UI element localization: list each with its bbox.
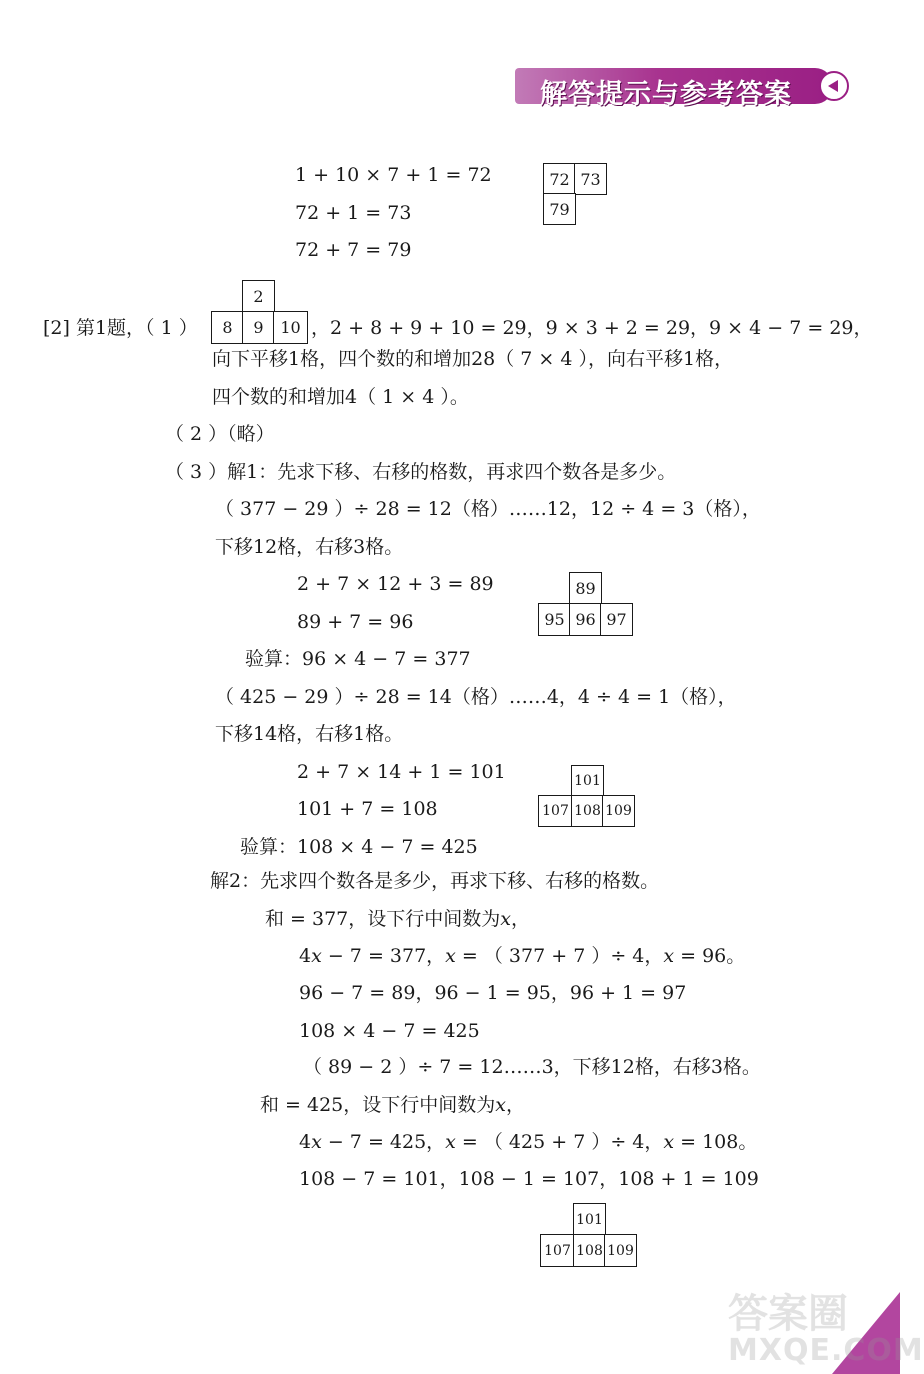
equation: 72 + 1 = 73 [295,202,412,224]
grid-cell: 108 [573,1234,606,1267]
equation: 96 − 7 = 89，96 − 1 = 95，96 + 1 = 97 [299,982,687,1004]
equation: ，2 + 8 + 9 + 10 = 29，9 × 3 + 2 = 29，9 × 4 − 7 = 29， [311,317,873,339]
equation: （ 89 − 2 ）÷ 7 = 12……3，下移12格，右移3格。 [303,1056,761,1078]
grid-cell: 8 [211,311,244,344]
equation: （ 425 − 29 ）÷ 28 = 14（格）……4，4 ÷ 4 = 1（格）， [215,686,737,708]
grid-cell: 107 [540,1234,575,1267]
grid-cell: 97 [600,603,633,636]
equation: 108 × 4 − 7 = 425 [299,1020,480,1042]
grid-cell: 9 [242,311,275,344]
equation: 4x − 7 = 377，x = （ 377 + 7 ）÷ 4，x = 96。 [299,945,746,967]
grid-cell: 89 [569,572,602,605]
equation: 108 − 7 = 101，108 − 1 = 107，108 + 1 = 109 [299,1168,759,1190]
text-line: 四个数的和增加4（ 1 × 4 ）。 [212,386,469,408]
grid-cell: 79 [543,193,576,225]
grid-cell: 95 [538,603,571,636]
back-arrow-icon [819,71,849,101]
equation: 2 + 7 × 12 + 3 = 89 [297,573,494,595]
grid-cell: 96 [569,603,602,636]
header-title: 解答提示与参考答案 [540,79,792,110]
text-line: 和 = 377，设下行中间数为x， [265,908,530,930]
equation: 89 + 7 = 96 [297,611,414,633]
check-line: 验算：96 × 4 − 7 = 377 [245,648,471,670]
question-label: [2] 第1题，（ 1 ） [43,317,198,339]
grid-cell: 10 [273,311,308,344]
equation: 4x − 7 = 425，x = （ 425 + 7 ）÷ 4，x = 108。 [299,1131,758,1153]
watermark-url: MXQE.COM [728,1333,924,1368]
text-line: 下移12格，右移3格。 [215,536,404,558]
grid-cell: 109 [602,795,635,827]
equation: 101 + 7 = 108 [297,798,438,820]
equation: 1 + 10 × 7 + 1 = 72 [295,164,492,186]
watermark-text: 答案圈 [728,1291,848,1337]
text-line: 向下平移1格，四个数的和增加28（ 7 × 4 ），向右平移1格， [212,348,734,370]
grid-cell: 72 [543,163,576,195]
grid-cell: 101 [571,765,604,797]
grid-cell: 2 [242,280,275,313]
grid-cell: 73 [574,163,607,195]
text-line: （ 2 ）（略） [165,423,275,445]
grid-cell: 108 [571,795,604,827]
grid-cell: 107 [538,795,573,827]
text-line: （ 3 ）解1：先求下移、右移的格数，再求四个数各是多少。 [165,461,677,483]
text-line: 下移14格，右移1格。 [215,723,404,745]
equation: 2 + 7 × 14 + 1 = 101 [297,761,506,783]
grid-cell: 101 [573,1203,606,1236]
grid-cell: 109 [604,1234,637,1267]
equation: 72 + 7 = 79 [295,239,412,261]
equation: （ 377 − 29 ）÷ 28 = 12（格）……12，12 ÷ 4 = 3（格）， [215,498,761,520]
text-line: 解2：先求四个数各是多少，再求下移、右移的格数。 [210,870,660,892]
text-line: 和 = 425，设下行中间数为x， [260,1094,525,1116]
check-line: 验算：108 × 4 − 7 = 425 [240,836,478,858]
